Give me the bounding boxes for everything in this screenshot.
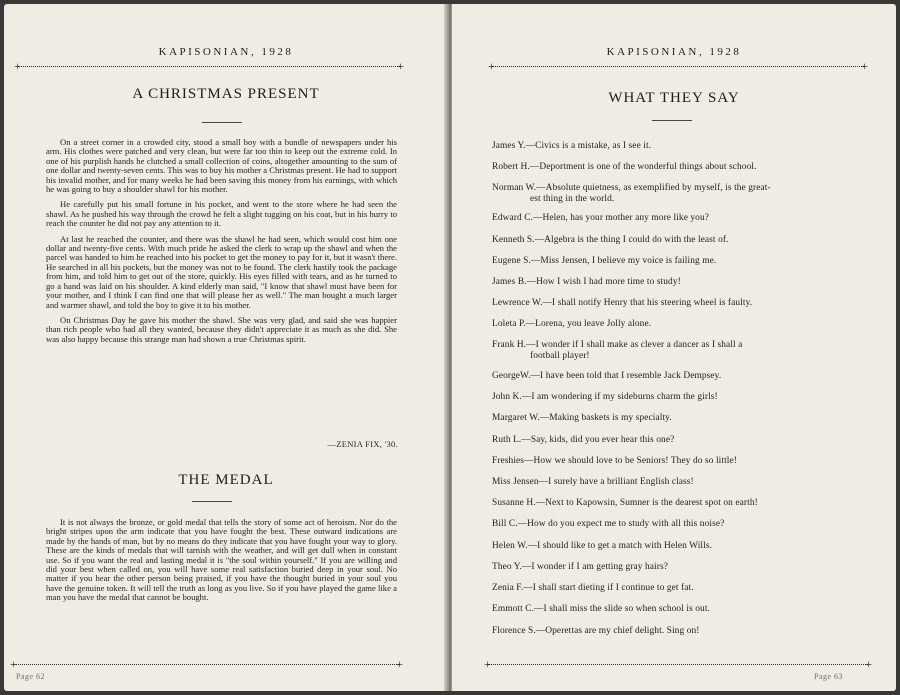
running-head-left: KAPISONIAN, 1928 <box>158 46 294 58</box>
title-underline <box>192 501 232 502</box>
quote-item: Edward C.—Helen, has your mother any more like you? <box>492 213 710 223</box>
author-signature: —ZENIA FIX, '30. <box>327 439 398 449</box>
right-page <box>452 4 896 691</box>
quote-item: Freshies—How we should love to be Seniors! They do so little! <box>492 456 737 466</box>
quote-item: Susanne H.—Next to Kapowsin, Sumner is the dearest spot on earth! <box>492 498 758 508</box>
quote-item: James Y.—Civics is a mistake, as I see it. <box>492 141 652 151</box>
quote-item: Miss Jensen—I surely have a brilliant English class! <box>492 477 694 487</box>
what-they-say-title: WHAT THEY SAY <box>608 90 740 106</box>
quote-item: John K.—I am wondering if my sideburns charm the girls! <box>492 392 718 402</box>
christmas-paragraph: On Christmas Day he gave his mother the shawl. She was very glad, and said she was happier than rich people who had all they wanted, because they didn't appreciate it as much as she did. She was also happy because this strange man had shown a true Christmas spirit. <box>46 314 397 344</box>
quote-item: Kenneth S.—Algebra is the thing I could do with the least of. <box>492 235 729 245</box>
quote-item: Zenia F.—I shall start dieting if I continue to get fat. <box>492 583 694 593</box>
left-page <box>4 4 448 691</box>
title-underline <box>652 120 692 121</box>
header-rule-right: + + <box>488 59 868 73</box>
quote-item: Frank H.—I wonder if I shall make as clever a dancer as I shall a football player! <box>492 340 743 361</box>
christmas-paragraph: He carefully put his small fortune in his pocket, and went to the store where he had seen the shawl. As he pushed his way through the crowd he felt a slight tugging on his coat, but in his hurry to reach the counter he did not pay any attention to it. <box>46 199 397 229</box>
quote-item: Helen W.—I should like to get a match with Helen Wills. <box>492 541 713 551</box>
title-underline <box>202 122 242 123</box>
christmas-article <box>46 138 397 350</box>
running-head-right: KAPISONIAN, 1928 <box>606 46 742 58</box>
footer-rule-right: + + <box>484 657 872 671</box>
quote-item: James B.—How I wish I had more time to study! <box>492 277 681 287</box>
quote-item: Bill C.—How do you expect me to study with all this noise? <box>492 519 725 529</box>
quote-item: Ruth L.—Say, kids, did you ever hear this one? <box>492 435 675 445</box>
footer-rule-left: + + <box>10 657 403 671</box>
page-number-right: Page 63 <box>814 672 844 681</box>
christmas-paragraph: On a street corner in a crowded city, stood a small boy with a bundle of newspapers under his arm. His clothes were patched and very clean, but were far too thin to keep out the extreme cold. In one of his purplish hands he clutched a small collection of coins, altogether amounting to the sum of one dollar and twenty-seven cents. This was to buy his mother a Christmas present. He had to support his invalid mother, and for many weeks he had been saving this money from his earnings, with which he was going to buy a shoulder shawl for his mother. <box>46 137 397 195</box>
quote-item: Loleta P.—Lorena, you leave Jolly alone. <box>492 319 652 329</box>
quote-item: Theo Y.—I wonder if I am getting gray hairs? <box>492 562 668 572</box>
quote-item: Robert H.—Deportment is one of the wonderful things about school. <box>492 162 757 172</box>
medal-article <box>46 518 397 609</box>
quote-item: Eugene S.—Miss Jensen, I believe my voice is failing me. <box>492 256 717 266</box>
medal-paragraph: It is not always the bronze, or gold medal that tells the story of some act of heroism. Nor do the bright stripes upon the arm indicate that you have fought the best. These outward indications are made by the hands of man, but by no means do they indicate that you have fought your way to glory. These are the kinds of medals that will tarnish with the weather, and will get dull when in constant use. So if you want the real and lasting medal it is "the soul within yourself." If you are willing and did your best when called on, you will have some real satisfaction buried deep in your soul. No matter if you hear the other person being praised, if you have the thought buried in your soul you have the genuine token. It will tell the truth as long as you live. So if you have played the game like a man you have the medal that cannot be bought. <box>46 517 397 603</box>
quote-item: Emmott C.—I shall miss the slide so when school is out. <box>492 604 710 614</box>
header-rule-left: + + <box>14 59 404 73</box>
medal-title: THE MEDAL <box>178 472 274 488</box>
quote-item: Lewrence W.—I shall notify Henry that his steering wheel is faulty. <box>492 298 753 308</box>
quote-item: GeorgeW.—I have been told that I resemble Jack Dempsey. <box>492 371 722 381</box>
page-number-left: Page 62 <box>16 672 46 681</box>
christmas-paragraph: At last he reached the counter, and there was the shawl he had seen, which would cost him one dollar and twenty-five cents. With much pride he asked the clerk to wrap up the shawl and when the parcel was handed to him he reached into his pocket to get the money to pay for it, but it wasn't there. He searched in all his pockets, but the money was not to be found. The clerk hastily took the package from him, and told him to get out of the store, quickly. His eyes filled with tears, and as he turned to go a hand was laid on his shoulder. A kind elderly man said, "I know that shawl must have been for your mother, and I think I can find one that will please her as well." The man bought a much larger and warmer shawl, and told the boy to give it to his mother. <box>46 233 397 310</box>
christmas-title: A CHRISTMAS PRESENT <box>132 86 320 102</box>
quote-item: Norman W.—Absolute quietness, as exemplified by myself, is the great- est thing in the world. <box>492 183 771 204</box>
quote-item: Margaret W.—Making baskets is my specialty. <box>492 413 672 423</box>
quote-item: Florence S.—Operettas are my chief delight. Sing on! <box>492 626 700 636</box>
